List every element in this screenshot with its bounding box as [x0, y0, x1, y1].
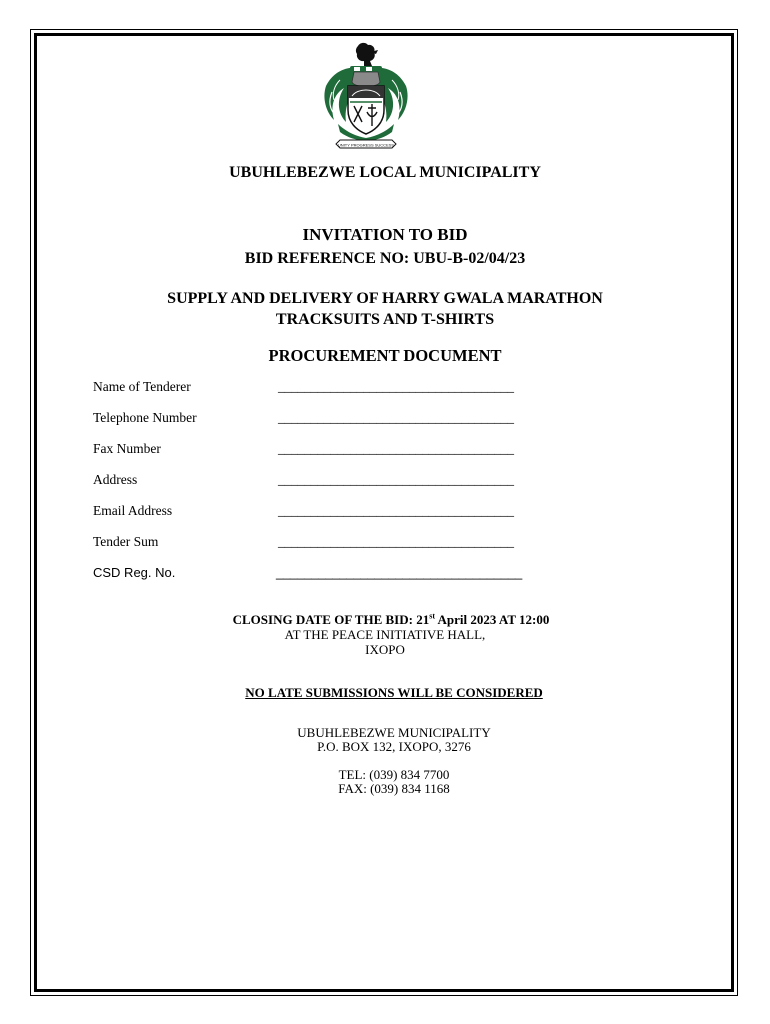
field-address	[93, 472, 573, 503]
field-tender-sum	[93, 534, 573, 565]
field-label: Name of Tenderer	[93, 379, 191, 394]
address-po-box: P.O. BOX 132, IXOPO, 3276	[317, 739, 471, 754]
closing-date	[0, 612, 770, 627]
municipality-title: UBUHLEBEZWE LOCAL MUNICIPALITY	[229, 164, 541, 181]
field-csd-reg-no	[93, 565, 573, 596]
fill-in-line[interactable]: ____________________________________	[278, 503, 514, 518]
field-fax-number	[93, 441, 573, 472]
bid-subject-line1: SUPPLY AND DELIVERY OF HARRY GWALA MARATHON	[167, 290, 603, 307]
bid-reference: BID REFERENCE NO: UBU-B-02/04/23	[244, 250, 526, 267]
field-label: Telephone Number	[93, 410, 197, 425]
field-label: Address	[93, 472, 138, 487]
field-label: Email Address	[93, 503, 173, 518]
field-label: CSD Reg. No.	[93, 565, 176, 580]
invitation-heading: INVITATION TO BID	[302, 225, 468, 244]
fill-in-line[interactable]: ____________________________________	[278, 441, 514, 456]
tenderer-details-form	[93, 379, 573, 596]
contact-fax: FAX: (039) 834 1168	[338, 781, 450, 796]
field-label: Tender Sum	[93, 534, 159, 549]
contact-tel: TEL: (039) 834 7700	[338, 767, 450, 782]
fill-in-line[interactable]: ____________________________________	[278, 472, 514, 487]
closing-town: IXOPO	[365, 642, 405, 657]
bid-subject	[0, 288, 770, 330]
field-name-of-tenderer	[93, 379, 573, 410]
crest-motto: UNITY PROGRESS SUCCESS	[337, 142, 395, 148]
contact-details	[0, 768, 770, 796]
field-telephone-number	[93, 410, 573, 441]
closing-venue: AT THE PEACE INITIATIVE HALL,	[284, 627, 486, 642]
closing-date-suffix: April 2023 AT 12:00	[435, 612, 550, 627]
late-submission-notice: NO LATE SUBMISSIONS WILL BE CONSIDERED	[245, 685, 543, 700]
bid-subject-line2: TRACKSUITS AND T-SHIRTS	[275, 311, 495, 328]
field-label: Fax Number	[93, 441, 161, 456]
document-type-heading: PROCUREMENT DOCUMENT	[268, 346, 502, 365]
fill-in-line[interactable]: ____________________________________	[278, 379, 514, 394]
field-email-address	[93, 503, 573, 534]
closing-details	[0, 612, 770, 657]
address-name: UBUHLEBEZWE MUNICIPALITY	[297, 725, 491, 740]
fill-in-line[interactable]: ___________________________________	[276, 565, 523, 580]
fill-in-line[interactable]: ____________________________________	[278, 534, 514, 549]
closing-date-prefix: CLOSING DATE OF THE BID: 21	[232, 612, 430, 627]
fill-in-line[interactable]: ____________________________________	[278, 410, 514, 425]
municipal-crest-logo	[320, 40, 412, 152]
postal-address	[0, 726, 770, 754]
closing-date-superscript: st	[429, 611, 435, 621]
